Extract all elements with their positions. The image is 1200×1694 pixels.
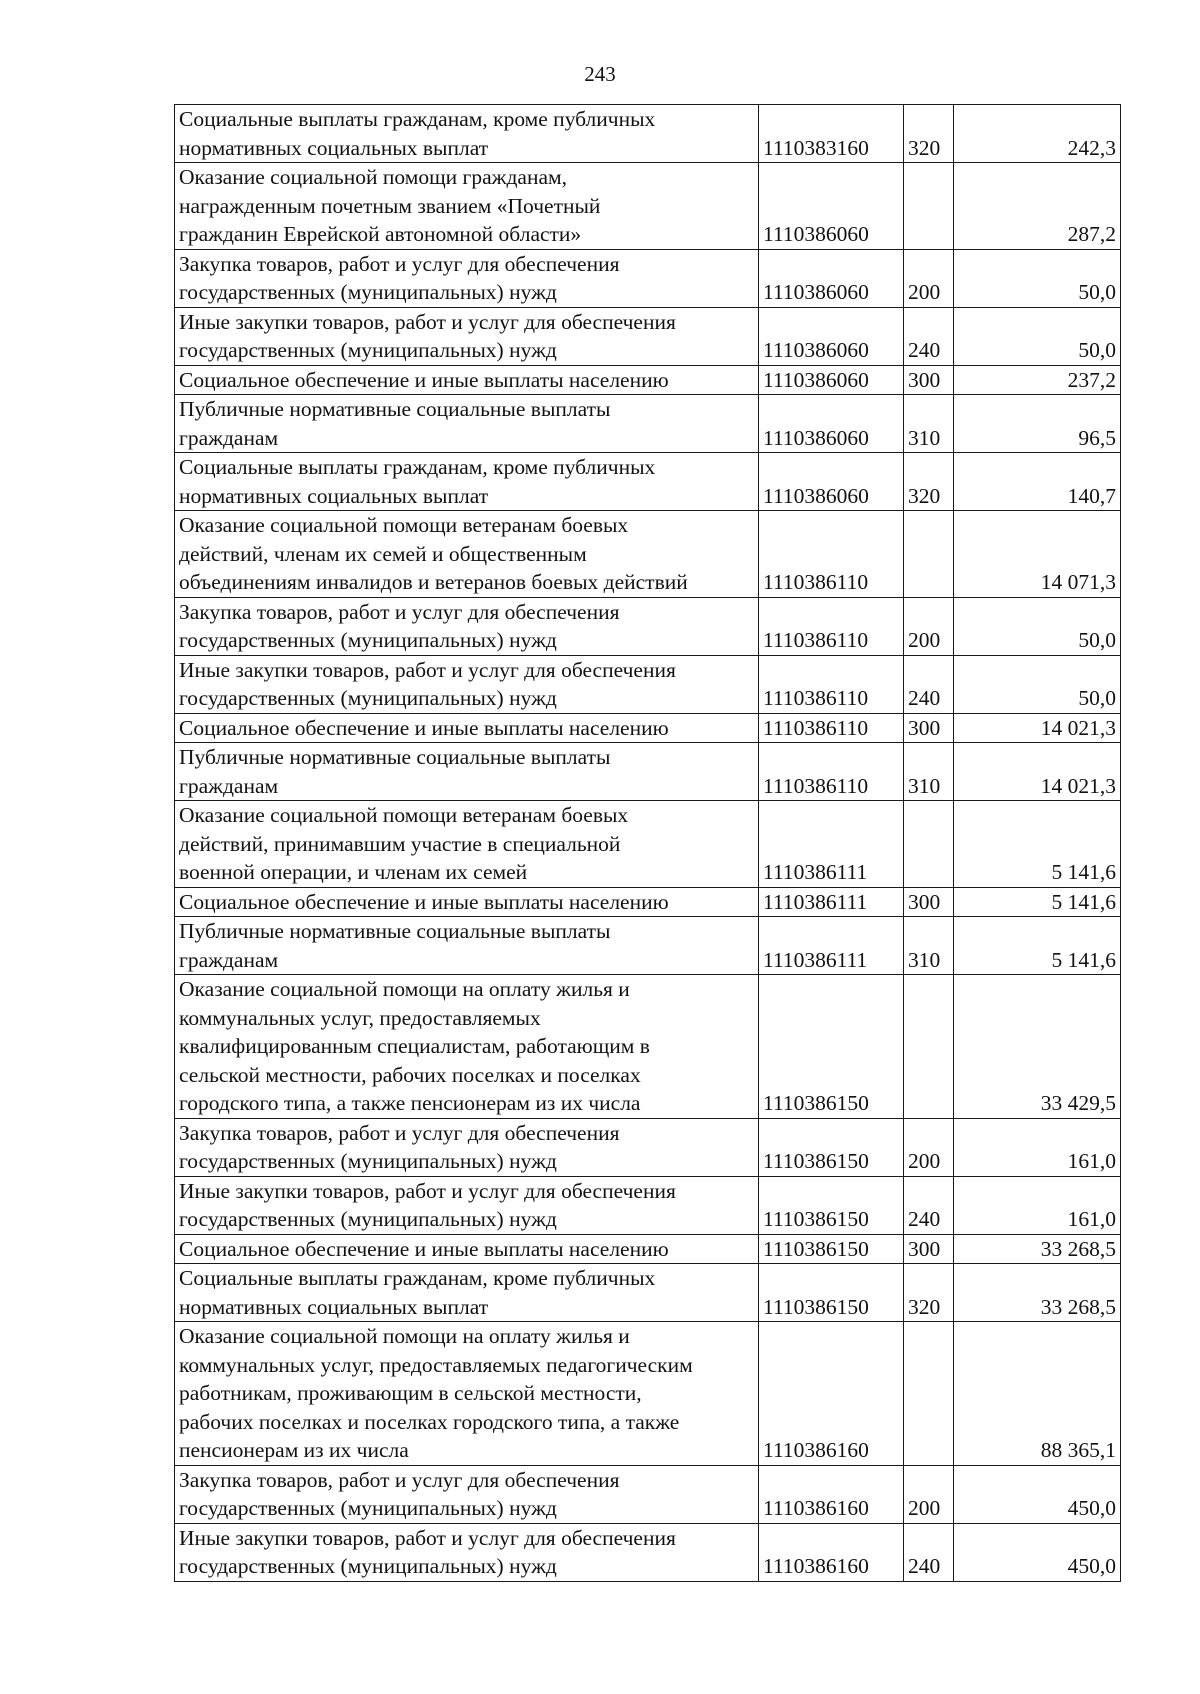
row-amount-cell: 450,0 (954, 1465, 1121, 1523)
table-row (175, 887, 1121, 917)
row-code-cell: 1110386150 (759, 1118, 904, 1176)
row-expense-type-cell: 200 (904, 1118, 954, 1176)
row-amount-cell: 14 021,3 (954, 743, 1121, 801)
table-row (175, 511, 1121, 598)
row-expense-type-cell: 200 (904, 249, 954, 307)
row-code-cell: 1110386060 (759, 163, 904, 250)
table-row (175, 395, 1121, 453)
row-name-cell: Социальное обеспечение и иные выплаты населению (175, 713, 759, 743)
row-amount-cell: 96,5 (954, 395, 1121, 453)
table-row (175, 453, 1121, 511)
row-code-cell: 1110386111 (759, 801, 904, 888)
row-code-cell: 1110386060 (759, 453, 904, 511)
row-expense-type-cell: 300 (904, 887, 954, 917)
row-code-cell: 1110386150 (759, 1234, 904, 1264)
row-expense-type-cell: 320 (904, 453, 954, 511)
row-name-cell: Закупка товаров, работ и услуг для обеспечения государственных (муниципальных) нужд (175, 1118, 759, 1176)
row-code-cell: 1110386110 (759, 597, 904, 655)
row-expense-type-cell: 240 (904, 307, 954, 365)
row-expense-type-cell: 320 (904, 1264, 954, 1322)
budget-table-body (175, 105, 1121, 1582)
row-amount-cell: 161,0 (954, 1176, 1121, 1234)
row-name-cell: Социальные выплаты гражданам, кроме публичных нормативных социальных выплат (175, 453, 759, 511)
row-expense-type-cell: 310 (904, 743, 954, 801)
row-name-cell: Социальное обеспечение и иные выплаты населению (175, 365, 759, 395)
row-code-cell: 1110386111 (759, 887, 904, 917)
row-amount-cell: 287,2 (954, 163, 1121, 250)
row-expense-type-cell (904, 163, 954, 250)
row-expense-type-cell: 320 (904, 105, 954, 163)
table-row (175, 1465, 1121, 1523)
row-expense-type-cell: 200 (904, 597, 954, 655)
row-code-cell: 1110386060 (759, 395, 904, 453)
table-row (175, 1176, 1121, 1234)
row-amount-cell: 140,7 (954, 453, 1121, 511)
row-name-cell: Иные закупки товаров, работ и услуг для обеспечения государственных (муниципальных) нужд (175, 1176, 759, 1234)
table-row (175, 1234, 1121, 1264)
table-row (175, 743, 1121, 801)
row-amount-cell: 5 141,6 (954, 887, 1121, 917)
table-row (175, 163, 1121, 250)
row-name-cell: Оказание социальной помощи на оплату жилья и коммунальных услуг, предоставляемых педагогическим работникам, проживающим в сельской местности, рабочих поселках и поселках городского типа, а также пенсионерам из их числа (175, 1322, 759, 1466)
row-amount-cell: 50,0 (954, 597, 1121, 655)
row-expense-type-cell: 310 (904, 395, 954, 453)
row-code-cell: 1110386060 (759, 249, 904, 307)
table-row (175, 801, 1121, 888)
row-name-cell: Социальное обеспечение и иные выплаты населению (175, 887, 759, 917)
row-amount-cell: 237,2 (954, 365, 1121, 395)
row-expense-type-cell: 300 (904, 713, 954, 743)
row-name-cell: Социальные выплаты гражданам, кроме публичных нормативных социальных выплат (175, 1264, 759, 1322)
row-expense-type-cell: 240 (904, 655, 954, 713)
table-row (175, 1118, 1121, 1176)
table-row (175, 249, 1121, 307)
row-amount-cell: 88 365,1 (954, 1322, 1121, 1466)
row-code-cell: 1110386110 (759, 743, 904, 801)
row-name-cell: Публичные нормативные социальные выплаты гражданам (175, 743, 759, 801)
row-name-cell: Социальное обеспечение и иные выплаты населению (175, 1234, 759, 1264)
row-name-cell: Оказание социальной помощи ветеранам боевых действий, членам их семей и общественным объединениям инвалидов и ветеранов боевых действий (175, 511, 759, 598)
row-name-cell: Закупка товаров, работ и услуг для обеспечения государственных (муниципальных) нужд (175, 1465, 759, 1523)
budget-table (174, 104, 1121, 1582)
row-amount-cell: 33 268,5 (954, 1264, 1121, 1322)
row-code-cell: 1110386110 (759, 713, 904, 743)
row-name-cell: Закупка товаров, работ и услуг для обеспечения государственных (муниципальных) нужд (175, 597, 759, 655)
row-name-cell: Иные закупки товаров, работ и услуг для обеспечения государственных (муниципальных) нужд (175, 1523, 759, 1581)
row-amount-cell: 5 141,6 (954, 801, 1121, 888)
table-row (175, 655, 1121, 713)
row-code-cell: 1110386160 (759, 1322, 904, 1466)
row-amount-cell: 33 429,5 (954, 975, 1121, 1119)
table-row (175, 1264, 1121, 1322)
row-expense-type-cell (904, 975, 954, 1119)
table-row (175, 1322, 1121, 1466)
row-amount-cell: 242,3 (954, 105, 1121, 163)
table-row (175, 597, 1121, 655)
row-amount-cell: 33 268,5 (954, 1234, 1121, 1264)
row-code-cell: 1110386111 (759, 917, 904, 975)
page-number: 243 (584, 62, 616, 86)
table-row (175, 307, 1121, 365)
row-amount-cell: 50,0 (954, 655, 1121, 713)
row-name-cell: Иные закупки товаров, работ и услуг для обеспечения государственных (муниципальных) нужд (175, 655, 759, 713)
row-code-cell: 1110383160 (759, 105, 904, 163)
row-name-cell: Закупка товаров, работ и услуг для обеспечения государственных (муниципальных) нужд (175, 249, 759, 307)
table-row (175, 105, 1121, 163)
row-name-cell: Иные закупки товаров, работ и услуг для обеспечения государственных (муниципальных) нужд (175, 307, 759, 365)
row-expense-type-cell: 240 (904, 1523, 954, 1581)
row-amount-cell: 14 021,3 (954, 713, 1121, 743)
row-code-cell: 1110386150 (759, 975, 904, 1119)
row-code-cell: 1110386110 (759, 511, 904, 598)
row-expense-type-cell (904, 801, 954, 888)
row-code-cell: 1110386160 (759, 1523, 904, 1581)
table-row (175, 975, 1121, 1119)
row-name-cell: Оказание социальной помощи гражданам, награжденным почетным званием «Почетный гражданин Еврейской автономной области» (175, 163, 759, 250)
row-expense-type-cell: 300 (904, 365, 954, 395)
row-expense-type-cell: 310 (904, 917, 954, 975)
row-name-cell: Оказание социальной помощи ветеранам боевых действий, принимавшим участие в специальной военной операции, и членам их семей (175, 801, 759, 888)
row-expense-type-cell: 240 (904, 1176, 954, 1234)
row-amount-cell: 50,0 (954, 249, 1121, 307)
row-code-cell: 1110386060 (759, 307, 904, 365)
row-amount-cell: 450,0 (954, 1523, 1121, 1581)
row-name-cell: Публичные нормативные социальные выплаты гражданам (175, 395, 759, 453)
row-code-cell: 1110386110 (759, 655, 904, 713)
row-code-cell: 1110386150 (759, 1264, 904, 1322)
row-expense-type-cell: 200 (904, 1465, 954, 1523)
table-row (175, 917, 1121, 975)
row-name-cell: Оказание социальной помощи на оплату жилья и коммунальных услуг, предоставляемых квалифицированным специалистам, работающим в сельской местности, рабочих поселках и поселках городского типа, а также пенсионерам из их числа (175, 975, 759, 1119)
row-expense-type-cell (904, 1322, 954, 1466)
row-code-cell: 1110386150 (759, 1176, 904, 1234)
row-name-cell: Публичные нормативные социальные выплаты гражданам (175, 917, 759, 975)
row-expense-type-cell: 300 (904, 1234, 954, 1264)
row-amount-cell: 161,0 (954, 1118, 1121, 1176)
row-code-cell: 1110386160 (759, 1465, 904, 1523)
row-amount-cell: 50,0 (954, 307, 1121, 365)
row-code-cell: 1110386060 (759, 365, 904, 395)
row-name-cell: Социальные выплаты гражданам, кроме публичных нормативных социальных выплат (175, 105, 759, 163)
row-expense-type-cell (904, 511, 954, 598)
row-amount-cell: 5 141,6 (954, 917, 1121, 975)
table-row (175, 713, 1121, 743)
table-row (175, 1523, 1121, 1581)
table-row (175, 365, 1121, 395)
row-amount-cell: 14 071,3 (954, 511, 1121, 598)
